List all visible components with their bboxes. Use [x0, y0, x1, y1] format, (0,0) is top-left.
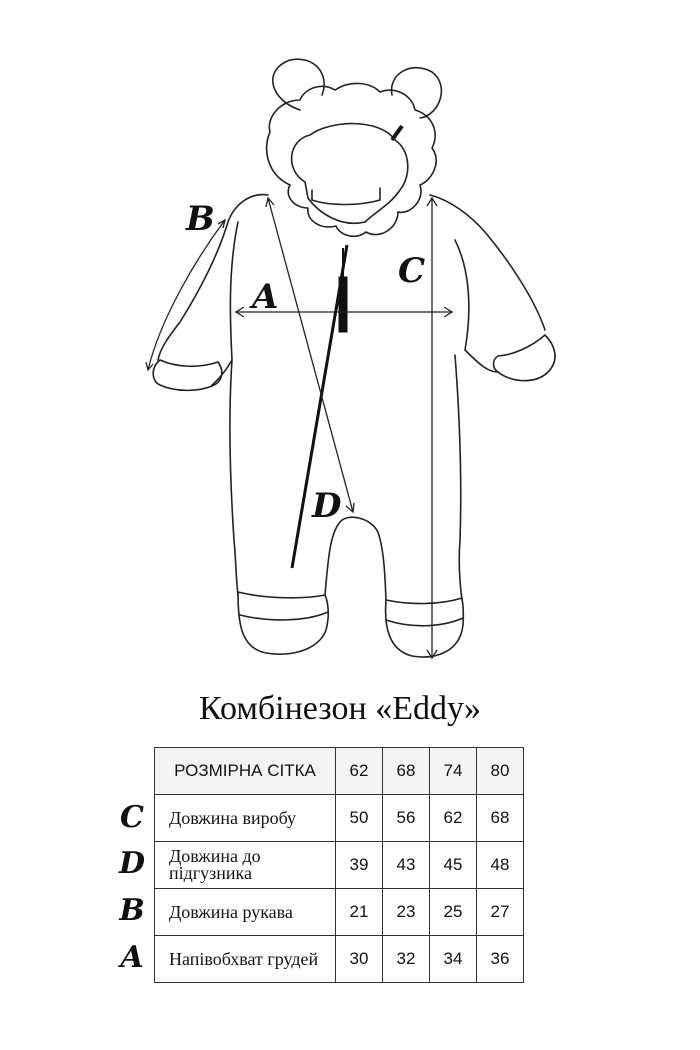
table-cell: 23: [383, 889, 430, 936]
row-letter-b: B: [119, 893, 145, 928]
table-row: [155, 795, 524, 842]
size-62: 62: [336, 748, 383, 795]
table-row: [155, 936, 524, 983]
right-foot: [386, 598, 464, 657]
table-cell: 21: [336, 889, 383, 936]
table-cell: 48: [477, 842, 524, 889]
table-row: [155, 842, 524, 889]
table-header-row: [155, 748, 524, 795]
size-74: 74: [430, 748, 477, 795]
left-cuff: [153, 360, 222, 390]
table-cell: 27: [477, 889, 524, 936]
collar: [312, 188, 380, 205]
diagram-label-a: A: [252, 277, 279, 317]
diagram-label-d: D: [312, 486, 342, 526]
table-cell: 68: [477, 795, 524, 842]
diagram-label-b: B: [186, 199, 215, 239]
row-letter-a: A: [120, 940, 144, 975]
row-letter-c: C: [120, 800, 144, 835]
table-cell: 36: [477, 936, 524, 983]
measure-b-line: [148, 220, 225, 370]
table-cell: 34: [430, 936, 477, 983]
crotch: [325, 517, 386, 600]
table-cell: 32: [383, 936, 430, 983]
table-row: [155, 889, 524, 936]
row-label-diaper-length: Довжина до підгузника: [155, 842, 336, 889]
row-letter-d: D: [118, 846, 145, 881]
size-chart-table: [154, 747, 524, 983]
torso-right: [455, 355, 462, 600]
left-ear: [273, 59, 324, 110]
hood-opening: [292, 124, 408, 224]
row-label-length: Довжина виробу: [155, 795, 336, 842]
table-header-label: РОЗМІРНА СІТКА: [155, 748, 336, 795]
table-cell: 25: [430, 889, 477, 936]
table-cell: 39: [336, 842, 383, 889]
table-cell: 56: [383, 795, 430, 842]
torso-left: [230, 360, 238, 595]
row-label-half-chest: Напівобхват грудей: [155, 936, 336, 983]
table-cell: 45: [430, 842, 477, 889]
table-cell: 50: [336, 795, 383, 842]
left-sleeve: [212, 222, 238, 385]
table-cell: 62: [430, 795, 477, 842]
size-68: 68: [383, 748, 430, 795]
table-cell: 43: [383, 842, 430, 889]
size-80: 80: [477, 748, 524, 795]
right-sleeve: [455, 240, 498, 372]
table-cell: 30: [336, 936, 383, 983]
product-title: Комбінезон «Eddy»: [199, 690, 481, 727]
diagram-label-c: C: [398, 251, 426, 291]
row-label-sleeve-length: Довжина рукава: [155, 889, 336, 936]
right-cuff: [494, 335, 556, 381]
left-foot: [238, 592, 328, 654]
